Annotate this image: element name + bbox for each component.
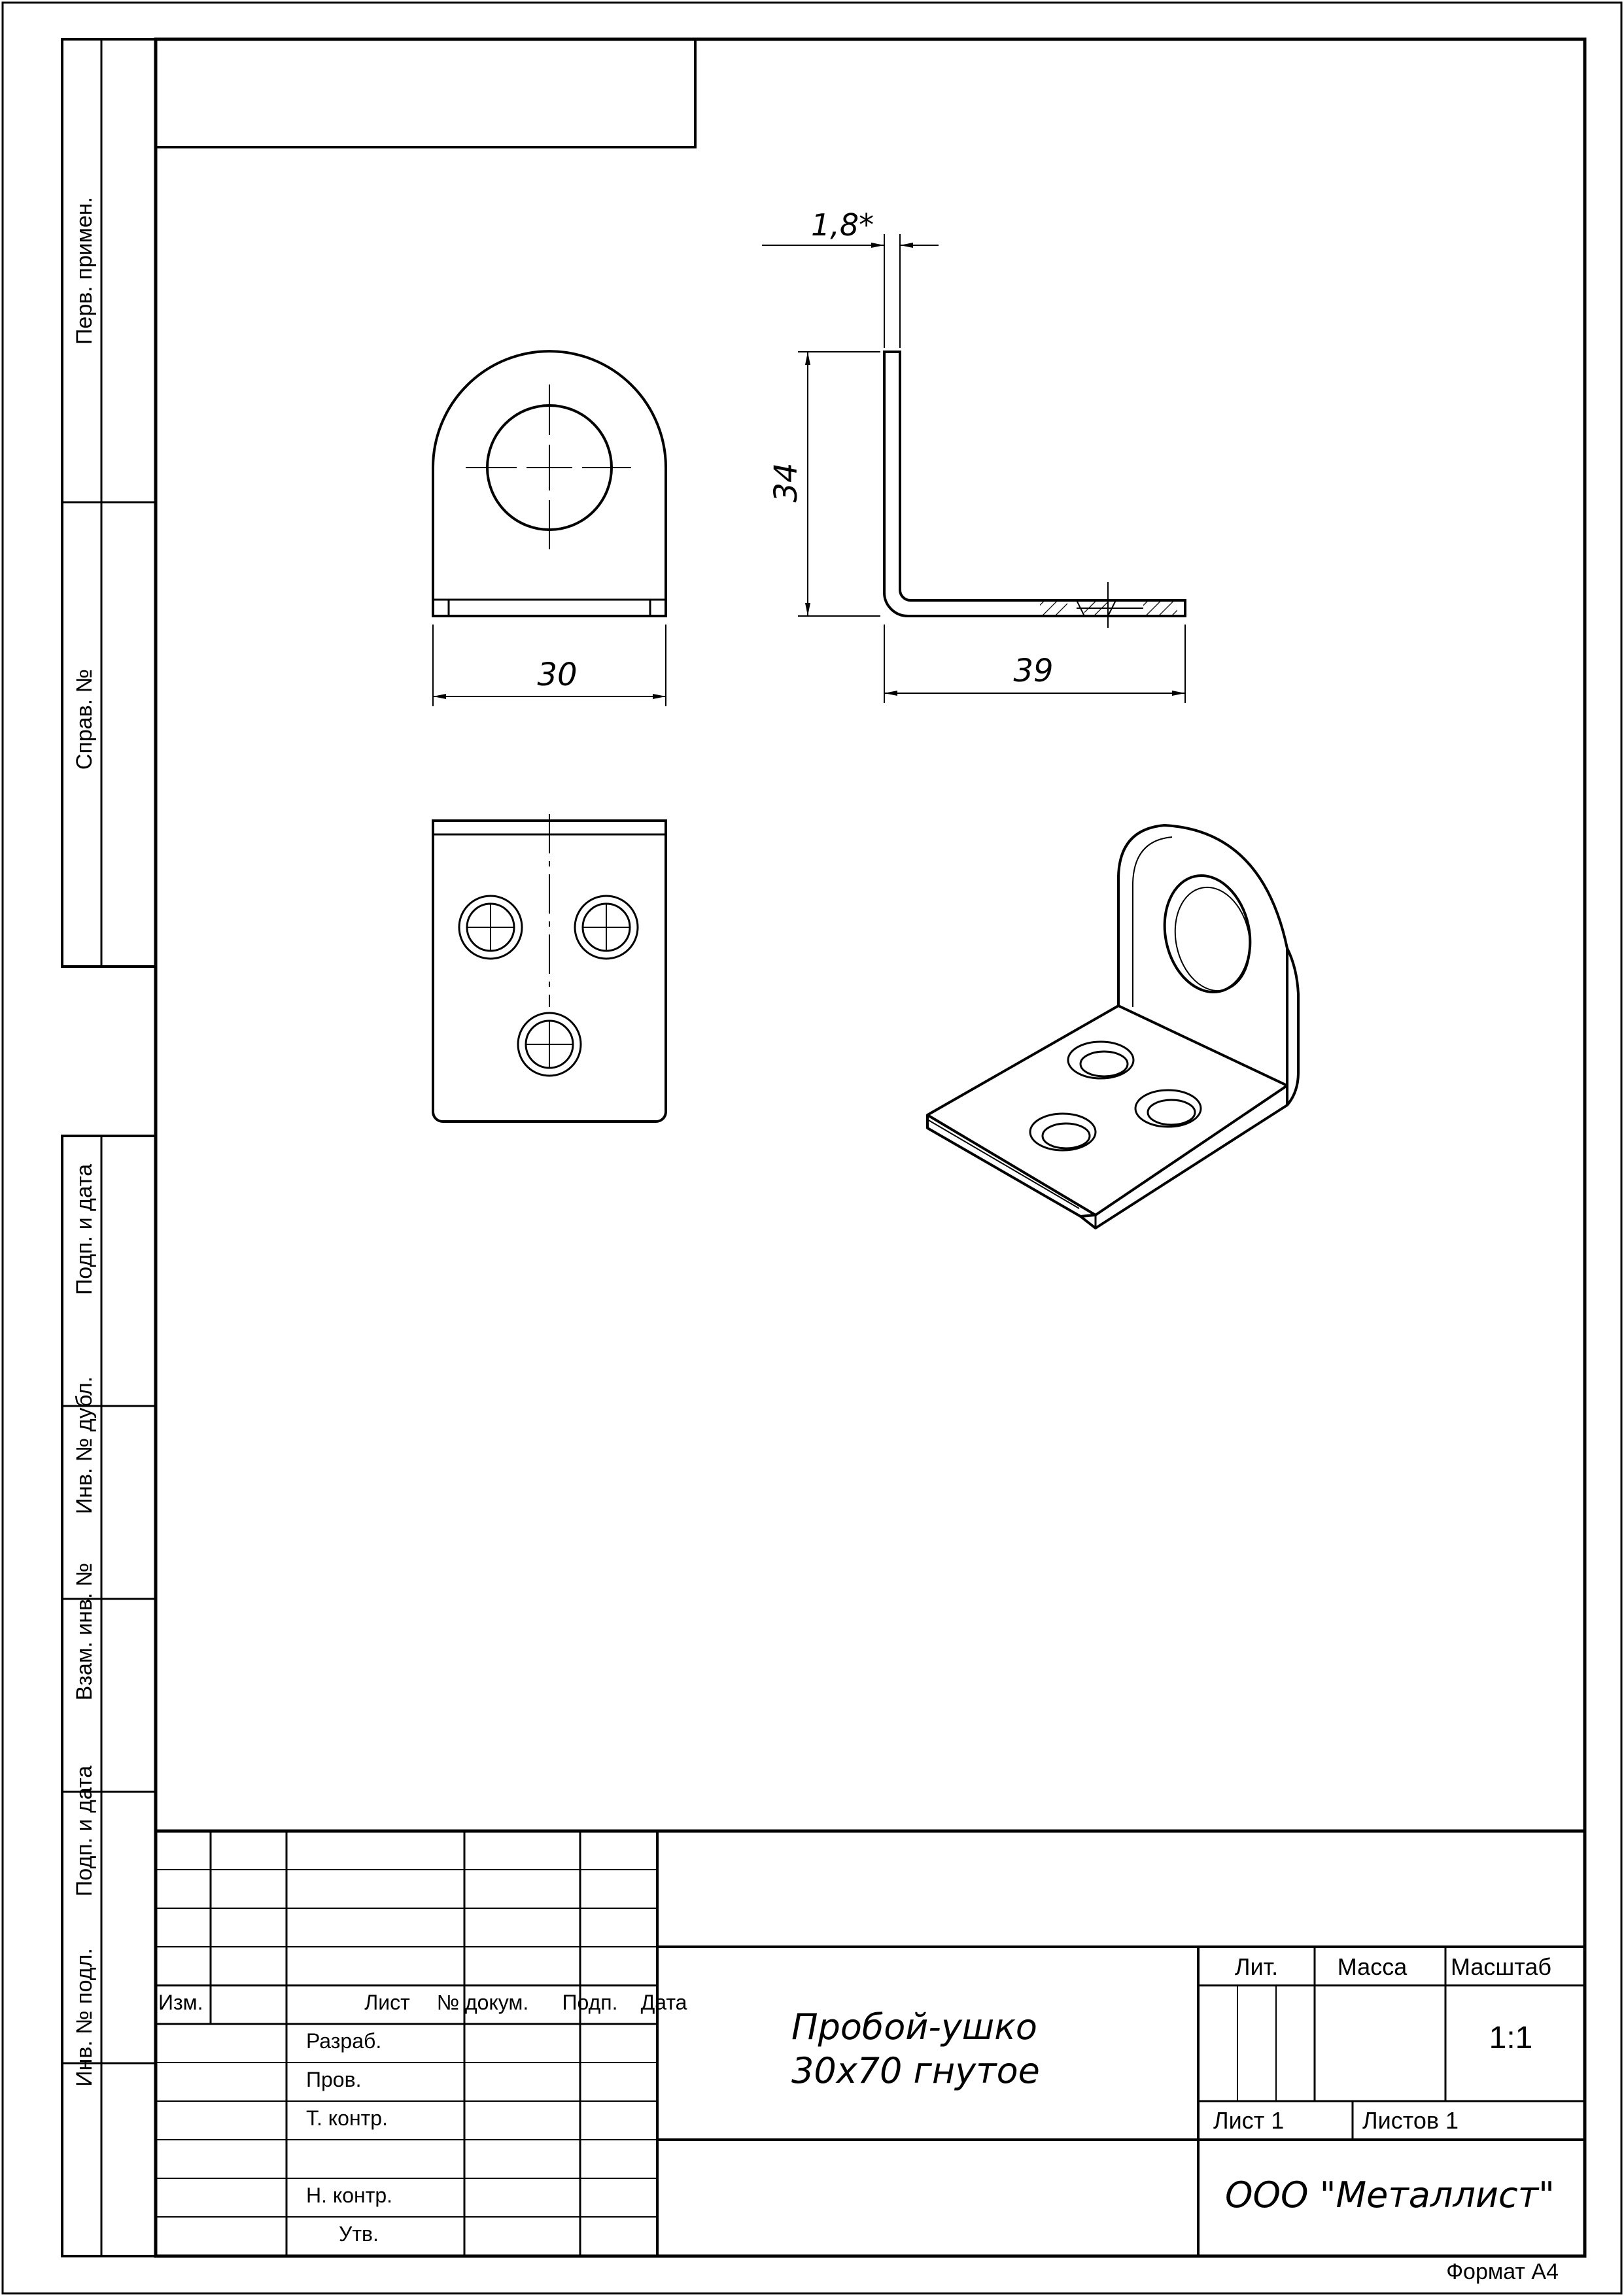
dimension-thickness: 1,8* (811, 207, 874, 243)
side-label-podp-data-1: Подп. и дата (72, 1163, 97, 1295)
side-label-sprav-no: Справ. № (72, 668, 97, 770)
countersunk-hole (459, 896, 522, 959)
side-strip (62, 39, 156, 2256)
sheet-frame (3, 3, 1621, 2293)
header-data: Дата (640, 1991, 687, 2014)
side-label-vzam-inv-no: Взам. инв. № (72, 1562, 97, 1701)
role-utv: Утв. (339, 2222, 379, 2246)
drawing-name-line2: 30х70 гнутое (791, 2050, 1040, 2091)
company-name: ООО "Металлист" (1225, 2174, 1555, 2216)
countersunk-hole (575, 896, 638, 959)
countersunk-hole (518, 1013, 581, 1076)
label-masshtab: Масштаб (1450, 1953, 1552, 1980)
dimension-height: 34 (768, 462, 804, 503)
dimension-width-front: 30 (537, 657, 578, 693)
role-n-kontr: Н. контр. (306, 2184, 393, 2207)
header-podp: Подп. (562, 1991, 618, 2014)
header-list: Лист (364, 1991, 410, 2014)
top-view (433, 814, 666, 1122)
role-prov: Пров. (306, 2068, 362, 2091)
side-label-inv-no-podl: Инв. № подл. (72, 1948, 97, 2087)
side-label-perv-primen: Перв. примен. (72, 196, 97, 345)
label-massa: Масса (1337, 1953, 1408, 1980)
side-label-inv-no-dubl: Инв. № дубл. (72, 1376, 97, 1515)
header-izm: Изм. (158, 1991, 203, 2014)
title-block (156, 1831, 1585, 2256)
label-sheets: Листов 1 (1362, 2107, 1459, 2134)
dimension-length-side: 39 (1013, 653, 1054, 689)
label-lit: Лит. (1234, 1953, 1279, 1980)
header-no-dokum: № докум. (436, 1991, 529, 2014)
scale-value: 1:1 (1489, 2021, 1533, 2055)
label-sheet: Лист 1 (1213, 2107, 1285, 2134)
front-view (433, 351, 666, 706)
role-t-kontr: Т. контр. (306, 2106, 388, 2130)
role-razrab: Разраб. (306, 2029, 382, 2053)
format-label: Формат А4 (1446, 2259, 1559, 2284)
drawing-name-line1: Пробой-ушко (791, 2006, 1037, 2048)
side-label-podp-data-2: Подп. и дата (72, 1765, 97, 1897)
side-view (762, 207, 1185, 703)
isometric-view (927, 825, 1298, 1228)
top-left-stamp-box (156, 39, 695, 147)
